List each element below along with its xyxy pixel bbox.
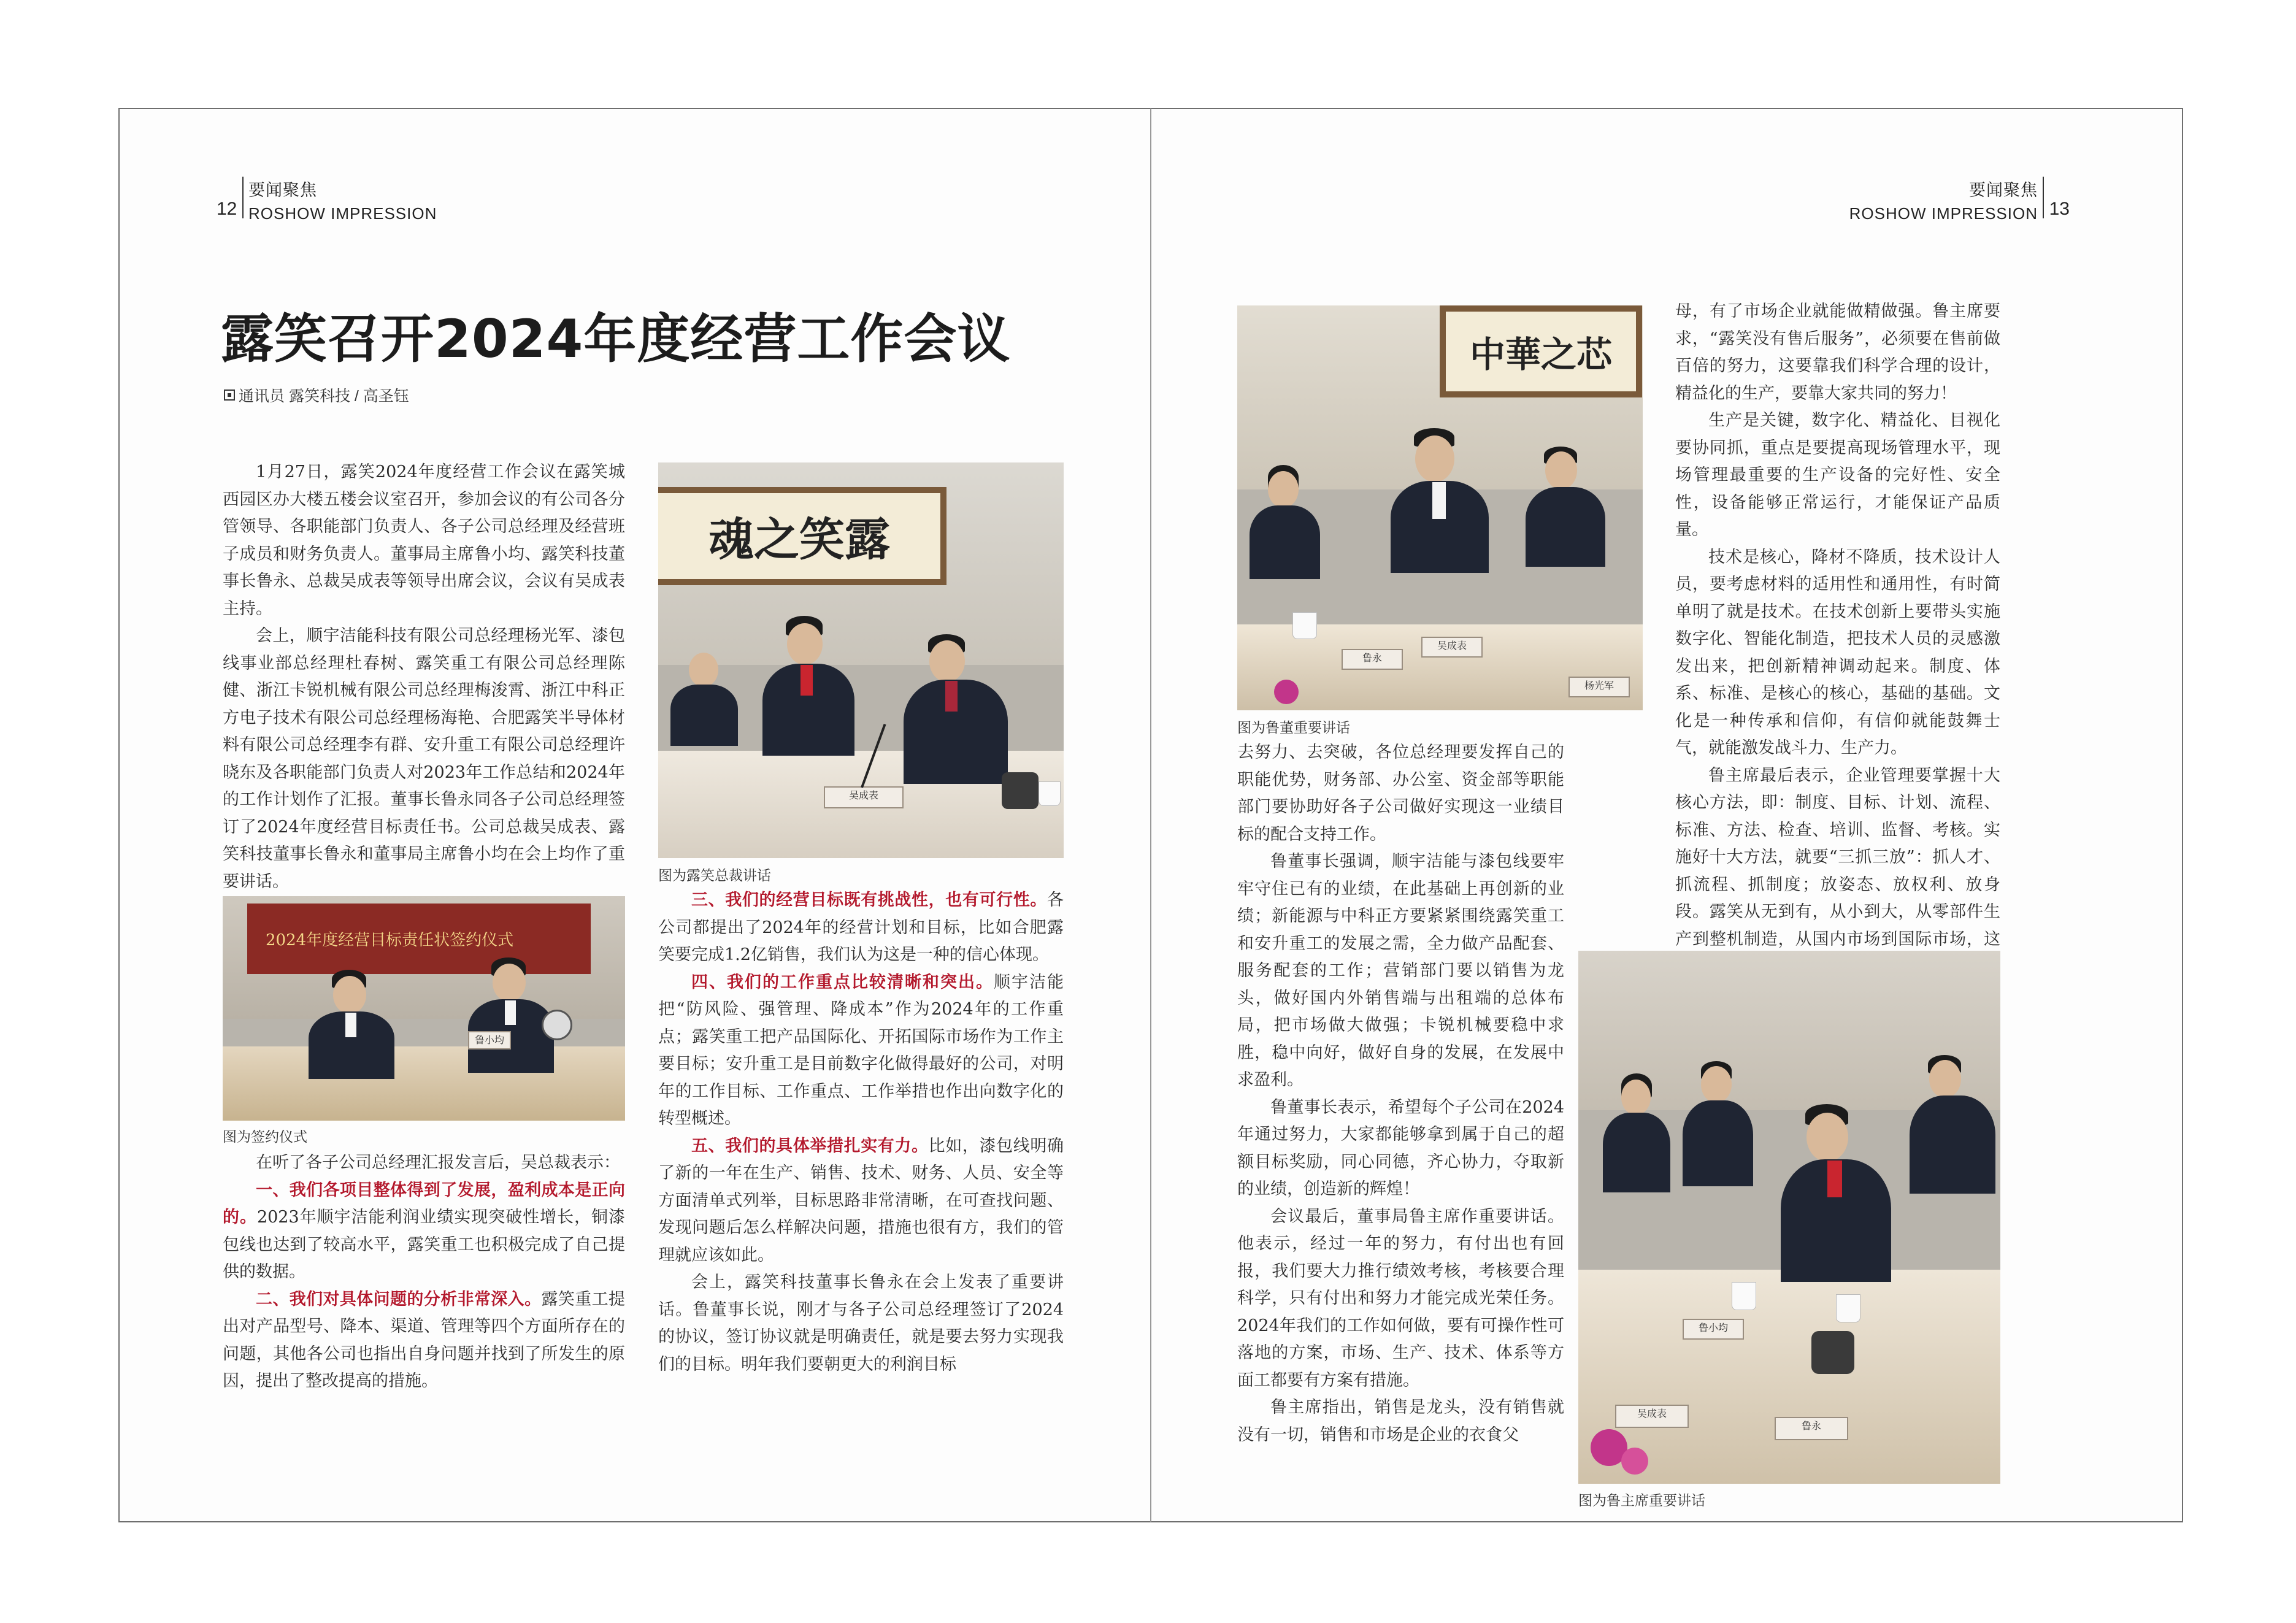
paragraph: 鲁董事长表示，希望每个子公司在2024年通过努力，大家都能够拿到属于自己的超额目标奖励，同心同德，齐心协力，夺取新的业绩，创造新的辉煌！ — [1237, 1097, 1564, 1199]
page-header-right — [1849, 177, 2070, 223]
paragraph: 生产是关键，数字化、精益化、目视化要协同抓，重点是要提高现场管理水平，现场管理最重要的生产设备的完好性、安全性，设备能够正常运行，才能保证产品质量。 — [1675, 411, 2000, 539]
paragraph: 技术是核心，降材不降质，技术设计人员，要考虑材料的适用性和通用性，有时简单明了就是技术。在技术创新上要带头实施数字化、智能化制造，把技术人员的灵感激发出来，把创新精神调动起来。制度、体系、标准、是核心的核心，基础的基础。文化是一种传承和信仰，有信仰就能鼓舞士气，就能激发战斗力、生产力。 — [1675, 547, 2000, 758]
square-bullet-icon — [224, 389, 235, 401]
byline-text: 通讯员 露笑科技 / 高圣钰 — [239, 388, 409, 405]
paragraph: 会上，顺宇洁能科技有限公司总经理杨光军、漆包线事业部总经理杜春树、露笑重工有限公司总经理陈健、浙江卡锐机械有限公司总经理梅浚霄、浙江中科正方电子技术有限公司总经理杨海艳、合肥露笑半导体材料有限公司总经理李有群、安升重工有限公司总经理许晓东及各职能部门负责人对2023年工作总结和2024年的工作计划作了汇报。董事长鲁永同各子公司总经理签订了2024年度经营目标责任书。公司总裁吴成表、露笑科技董事长鲁永和董事局主席鲁小均在会上均作了重要讲话。 — [223, 626, 625, 891]
photo-chairman-luxiaojun — [1578, 951, 2000, 1484]
photo-signing-ceremony — [223, 896, 625, 1121]
nameplate: 杨光军 — [1568, 677, 1630, 697]
page-left — [118, 108, 1151, 1522]
section-english: ROSHOW IMPRESSION — [248, 204, 437, 223]
paragraph-text: 露笑重工提出对产品型号、降本、渠道、管理等四个方面所存在的问题，其他各公司也指出自身问题并找到了所发生的原因，提出了整改提高的措施。 — [223, 1289, 626, 1391]
paragraph: 1月27日，露笑2024年度经营工作会议在露笑城西园区办大楼五楼会议室召开，参加会议的有公司各分管领导、各职能部门负责人、各子公司总经理及经营班子成员和财务负责人。董事局主席鲁小均、露笑科技董事长鲁永、总裁吴成表等领导出席会议，会议有吴成表主持。 — [223, 462, 625, 618]
nameplate: 吴成表 — [1615, 1405, 1689, 1428]
paragraph: 在听了各子公司总经理汇报发言后，吴总裁表示： — [256, 1153, 620, 1172]
ceremony-banner: 2024年度经营目标责任状签约仪式 — [247, 904, 591, 974]
right-col1 — [1237, 739, 1564, 1449]
header-divider — [2043, 177, 2044, 218]
left-col2 — [658, 887, 1064, 1378]
paragraph: 鲁主席最后表示，企业管理要掌握十大核心方法，即：制度、目标、计划、流程、标准、方法、检查、培训、监督、考核。实施好十大方法，就要“三抓三放”：抓人才、抓流程、抓制度；放姿态、放权利、放身段。露笑从无到有，从小到大，从零部件生产到整机制造，从国内市场到国际市场，这 — [1675, 765, 2000, 949]
header-divider — [242, 177, 244, 218]
point-heading: 二、我们对具体问题的分析非常深入。 — [256, 1289, 542, 1309]
section-english: ROSHOW IMPRESSION — [1849, 204, 2038, 223]
photo-chairman-luyong — [1237, 305, 1643, 710]
nameplate: 吴成表 — [1421, 637, 1483, 658]
right-col2 — [1675, 298, 2000, 1035]
point-heading: 四、我们的工作重点比较清晰和突出。 — [691, 972, 994, 992]
point-heading: 五、我们的具体举措扎实有力。 — [691, 1136, 929, 1156]
paragraph: 鲁董事长强调，顺宇洁能与漆包线要牢牢守住已有的业绩，在此基础上再创新的业绩；新能源与中科正方要紧紧围绕露笑重工和安升重工的发展之需，全力做产品配套、服务配套的工作；营销部门要以销售为龙头，做好国内外销售端与出租端的总体布局，把市场做大做强；卡锐机械要稳中求胜，稳中向好，做好自身的发展，在发展中求盈利。 — [1237, 852, 1564, 1089]
page-header-left — [217, 177, 437, 223]
point-heading: 一、我们各项目整体得到了发展，盈利成本是正向的。 — [223, 1180, 625, 1227]
section-title: 要闻聚焦 — [248, 181, 317, 199]
page-number: 13 — [2049, 199, 2070, 219]
nameplate: 鲁小均 — [1683, 1319, 1744, 1340]
caption-signing: 图为签约仪式 — [223, 1129, 307, 1145]
calligraphy: 魂之笑露 — [658, 487, 946, 585]
left-col1-bottom — [223, 1149, 625, 1395]
calligraphy: 中華之芯 — [1440, 305, 1642, 397]
paragraph-text: 2023年顺宇洁能利润业绩实现突破性增长，铜漆包线也达到了较高水平，露笑重工也积极完成了自己提供的数据。 — [223, 1208, 625, 1281]
section-title: 要闻聚焦 — [1969, 181, 2038, 199]
nameplate: 鲁永 — [1775, 1417, 1848, 1440]
caption-chairman-luyong: 图为鲁董重要讲话 — [1237, 719, 1350, 735]
paragraph-text: 顺宇洁能把“防风险、强管理、降成本”作为2024年的工作重点；露笑重工把产品国际化、开拓国际市场作为工作主要目标；安升重工是目前数字化做得最好的公司，对明年的工作目标、工作重点、工作举措也作出向数字化的转型概述。 — [658, 972, 1064, 1128]
paragraph-text: 比如，漆包线明确了新的一年在生产、销售、技术、财务、人员、安全等方面清单式列举，目标思路非常清晰，在可查找问题、发现问题后怎么样解决问题，措施也很有方，我们的管理就应该如此。 — [658, 1136, 1064, 1265]
left-col1-top — [223, 459, 625, 896]
caption-ceo: 图为露笑总裁讲话 — [658, 867, 771, 883]
paragraph: 去努力、去突破，各位总经理要发挥自己的职能优势，财务部、办公室、资金部等职能部门要协助好各子公司做好实现这一业绩目标的配合支持工作。 — [1237, 743, 1564, 844]
page-number: 12 — [217, 199, 237, 219]
paragraph-text: 各公司都提出了2024年的经营计划和目标，比如合肥露笑要完成1.2亿销售，我们认为这是一种的信心体现。 — [658, 891, 1064, 964]
nameplate: 吴成表 — [824, 786, 904, 808]
paragraph: 鲁主席指出，销售是龙头，没有销售就没有一切，销售和市场是企业的衣食父 — [1237, 1398, 1564, 1445]
point-heading: 三、我们的经营目标既有挑战性，也有可行性。 — [691, 891, 1047, 910]
paragraph: 会上，露笑科技董事长鲁永在会上发表了重要讲话。鲁董事长说，刚才与各子公司总经理签订了2024的协议，签订协议就是明确责任，就是要去努力实现我们的目标。明年我们要朝更大的利润目标 — [658, 1273, 1064, 1374]
page-right — [1151, 108, 2183, 1522]
nameplate: 鲁永 — [1342, 649, 1403, 670]
paragraph: 会议最后，董事局鲁主席作重要讲话。他表示，经过一年的努力，有付出也有回报，我们要大力推行绩效考核，考核要合理科学，只有付出和努力才能完成光荣任务。2024年我们的工作如何做，要有可操作性可落地的方案，市场、生产、技术、体系等方面工都要有方案有措施。 — [1237, 1207, 1564, 1390]
article-title: 露笑召开2024年度经营工作会议 — [221, 309, 1011, 370]
caption-chairman-luxiaojun: 图为鲁主席重要讲话 — [1578, 1492, 1705, 1508]
photo-ceo-speech — [658, 462, 1064, 858]
paragraph: 母，有了市场企业就能做精做强。鲁主席要求，“露笑没有售后服务”，必须要在售前做百倍的努力，这要靠我们科学合理的设计，精益化的生产，要靠大家共同的努力！ — [1675, 302, 2000, 403]
nameplate: 鲁小均 — [468, 1031, 511, 1049]
byline — [224, 384, 409, 406]
